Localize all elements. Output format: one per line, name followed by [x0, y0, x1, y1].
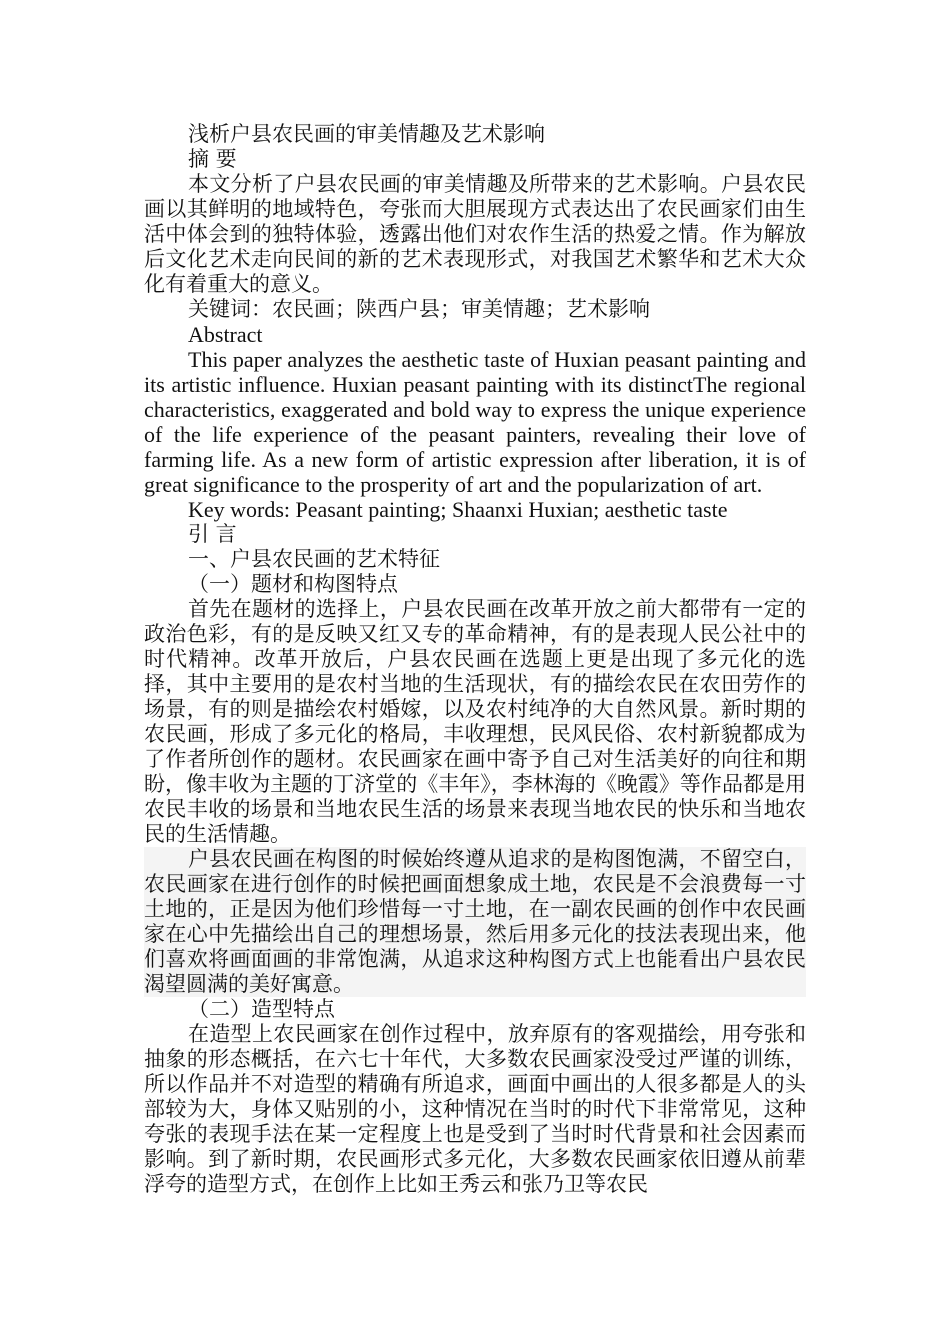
section-1-heading: 一、户县农民画的艺术特征: [188, 547, 440, 571]
body-paragraph-2: 户县农民画在构图的时候始终遵从追求的是构图饱满，不留空白，农民画家在进行创作的时候把画面想象成土地，农民是不会浪费每一寸土地的，正是因为他们珍惜每一寸土地，在一副农民画的创作中农民画家在心中先描绘出自己的理想场景，然后用多元化的技法表现出来，他们喜欢将画面画的非常饱满，从追求这种构图方式上也能看出户县农民渴望圆满的美好寓意。: [144, 847, 806, 996]
keywords-english: Key words: Peasant painting; Shaanxi Huxian; aesthetic taste: [188, 497, 728, 522]
document-title: 浅析户县农民画的审美情趣及艺术影响: [188, 122, 545, 146]
abstract-heading: 摘 要: [188, 147, 237, 171]
subsection-2-heading: （二）造型特点: [188, 997, 335, 1021]
keywords-chinese: 关键词：农民画；陕西户县；审美情趣；艺术影响: [188, 297, 650, 321]
abstract-chinese: 本文分析了户县农民画的审美情趣及所带来的艺术影响。户县农民画以其鲜明的地域特色，夸张而大胆展现方式表达出了农民画家们由生活中体会到的独特体验，透露出他们对农作生活的热爱之情。作为解放后文化艺术走向民间的新的艺术表现形式，对我国艺术繁华和艺术大众化有着重大的意义。: [144, 172, 806, 296]
body-paragraph-1: 首先在题材的选择上，户县农民画在改革开放之前大都带有一定的政治色彩，有的是反映又红又专的革命精神，有的是表现人民公社中的时代精神。改革开放后，户县农民画在选题上更是出现了多元化的选择，其中主要用的是农村当地的生活现状，有的描绘农民在农田劳作的场景，有的则是描绘农村婚嫁，以及农村纯净的大自然风景。新时期的农民画，形成了多元化的格局，丰收理想，民风民俗、农村新貌都成为了作者所创作的题材。农民画家在画中寄予自己对生活美好的向往和期盼，像丰收为主题的丁济堂的《丰年》，李林海的《晚霞》等作品都是用农民丰收的场景和当地农民生活的场景来表现当地农民的快乐和当地农民的生活情趣。: [144, 597, 806, 846]
subsection-1-heading: （一）题材和构图特点: [188, 572, 398, 596]
body-paragraph-3: 在造型上农民画家在创作过程中，放弃原有的客观描绘，用夸张和抽象的形态概括，在六七十年代，大多数农民画家没受过严谨的训练，所以作品并不对造型的精确有所追求，画面中画出的人很多都是人的头部较为大，身体又贴别的小，这种情况在当时的时代下非常常见，这种夸张的表现手法在某一定程度上也是受到了当时时代背景和社会因素而影响。到了新时期，农民画形式多元化，大多数农民画家依旧遵从前辈浮夸的造型方式，在创作上比如王秀云和张乃卫等农民: [144, 1022, 806, 1196]
abstract-english: This paper analyzes the aesthetic taste of Huxian peasant painting and its artistic influence. Huxian peasant painting with its distinctThe regional characteristics, exaggerated and bold way to express the unique experience of the life experience of the peasant painters, revealing their love of farming life. As a new form of artistic expression after liberation, it is of great significance to the prosperity of art and the popularization of art.: [144, 347, 806, 497]
document-page: [144, 122, 806, 1197]
abstract-english-heading: Abstract: [188, 322, 263, 347]
intro-heading: 引 言: [188, 522, 237, 546]
